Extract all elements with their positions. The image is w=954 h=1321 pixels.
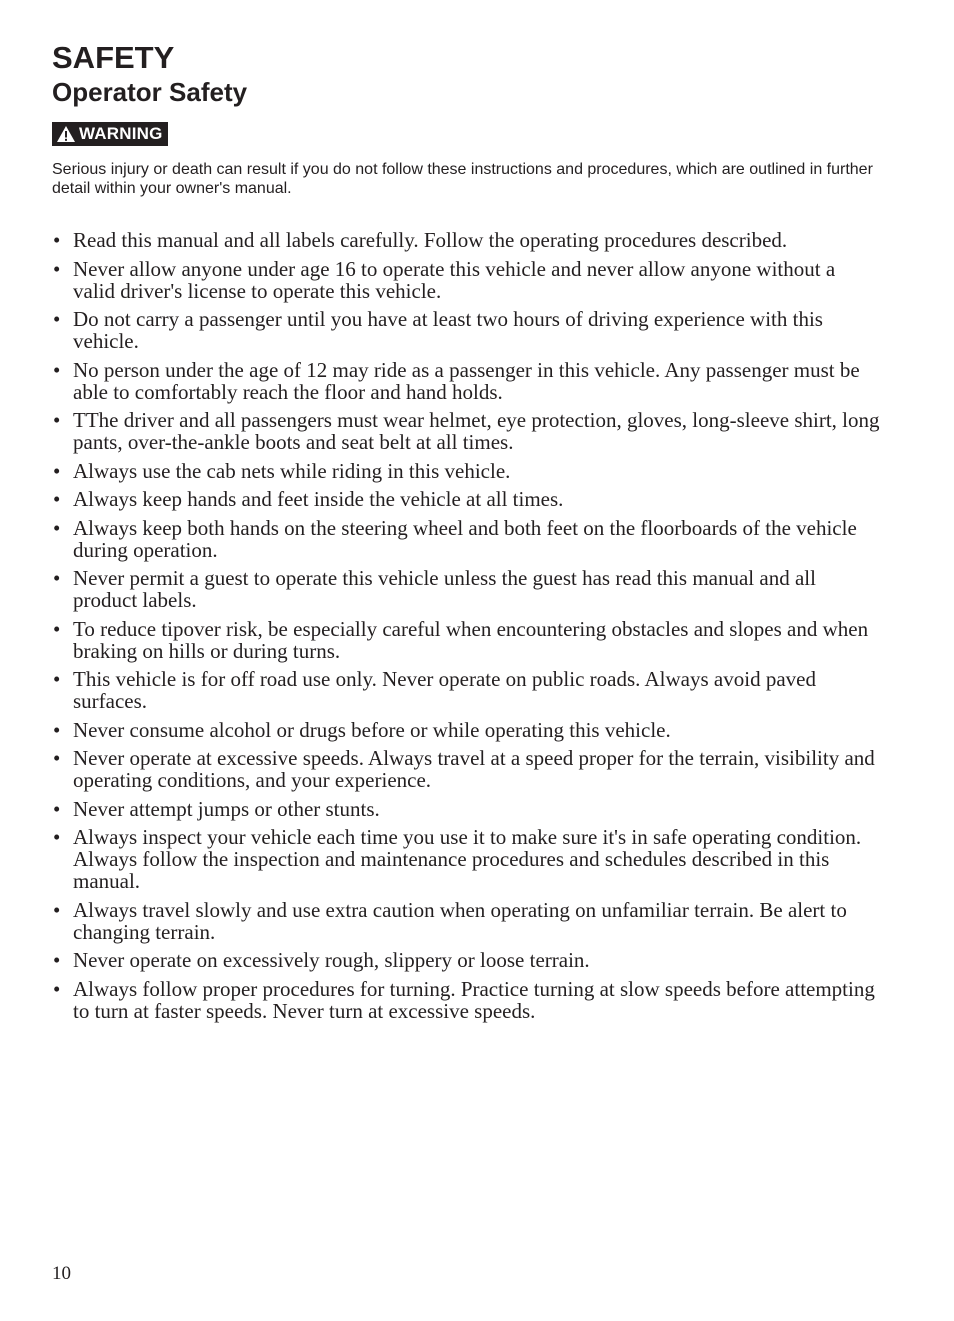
list-item: • Never permit a guest to operate this vehicle unless the guest has read this manual and all product labels.	[52, 567, 882, 611]
list-item: • TThe driver and all passengers must wear helmet, eye protection, gloves, long-sleeve shirt, long pants, over-the-ankle boots and seat belt at all times.	[52, 409, 882, 453]
sub-title: Operator Safety	[52, 77, 248, 107]
section-title: SAFETY	[52, 40, 175, 75]
list-item: • Never consume alcohol or drugs before or while operating this vehicle.	[52, 719, 882, 741]
manual-page	[52, 40, 882, 1028]
list-item: • Never allow anyone under age 16 to operate this vehicle and never allow anyone without a valid driver's license to operate this vehicle.	[52, 258, 882, 302]
page-number: 10	[52, 1263, 71, 1284]
warning-badge	[52, 122, 168, 146]
list-item: • Never attempt jumps or other stunts.	[52, 798, 882, 820]
list-item: • Always keep hands and feet inside the vehicle at all times.	[52, 488, 882, 510]
list-item: • Do not carry a passenger until you have at least two hours of driving experience with this vehicle.	[52, 308, 882, 352]
list-item: • Always keep both hands on the steering wheel and both feet on the floorboards of the vehicle during operation.	[52, 517, 882, 561]
list-item: • Always travel slowly and use extra caution when operating on unfamiliar terrain. Be alert to changing terrain.	[52, 899, 882, 943]
list-item: • No person under the age of 12 may ride as a passenger in this vehicle. Any passenger must be able to comfortably reach the floor and hand holds.	[52, 359, 882, 403]
list-item: • Always follow proper procedures for turning. Practice turning at slow speeds before attempting to turn at faster speeds. Never turn at excessive speeds.	[52, 978, 882, 1022]
warning-label: WARNING	[79, 124, 163, 143]
warning-text: Serious injury or death can result if you do not follow these instructions and procedures, which are outlined in further detail within your owner's manual.	[52, 161, 873, 197]
warning-triangle-icon	[56, 125, 76, 143]
list-item: • This vehicle is for off road use only. Never operate on public roads. Always avoid paved surfaces.	[52, 668, 882, 712]
list-item: • Read this manual and all labels carefully. Follow the operating procedures described.	[52, 229, 882, 251]
list-item: • Never operate at excessive speeds. Always travel at a speed proper for the terrain, visibility and operating conditions, and your experience.	[52, 747, 882, 791]
list-item: • Always inspect your vehicle each time you use it to make sure it's in safe operating condition. Always follow the inspection and maintenance procedures and schedules described in this manual.	[52, 826, 882, 892]
list-item: • Always use the cab nets while riding in this vehicle.	[52, 460, 882, 482]
safety-bullet-list	[52, 229, 882, 1022]
list-item: • To reduce tipover risk, be especially careful when encountering obstacles and slopes and when braking on hills or during turns.	[52, 618, 882, 662]
list-item: • Never operate on excessively rough, slippery or loose terrain.	[52, 949, 882, 971]
